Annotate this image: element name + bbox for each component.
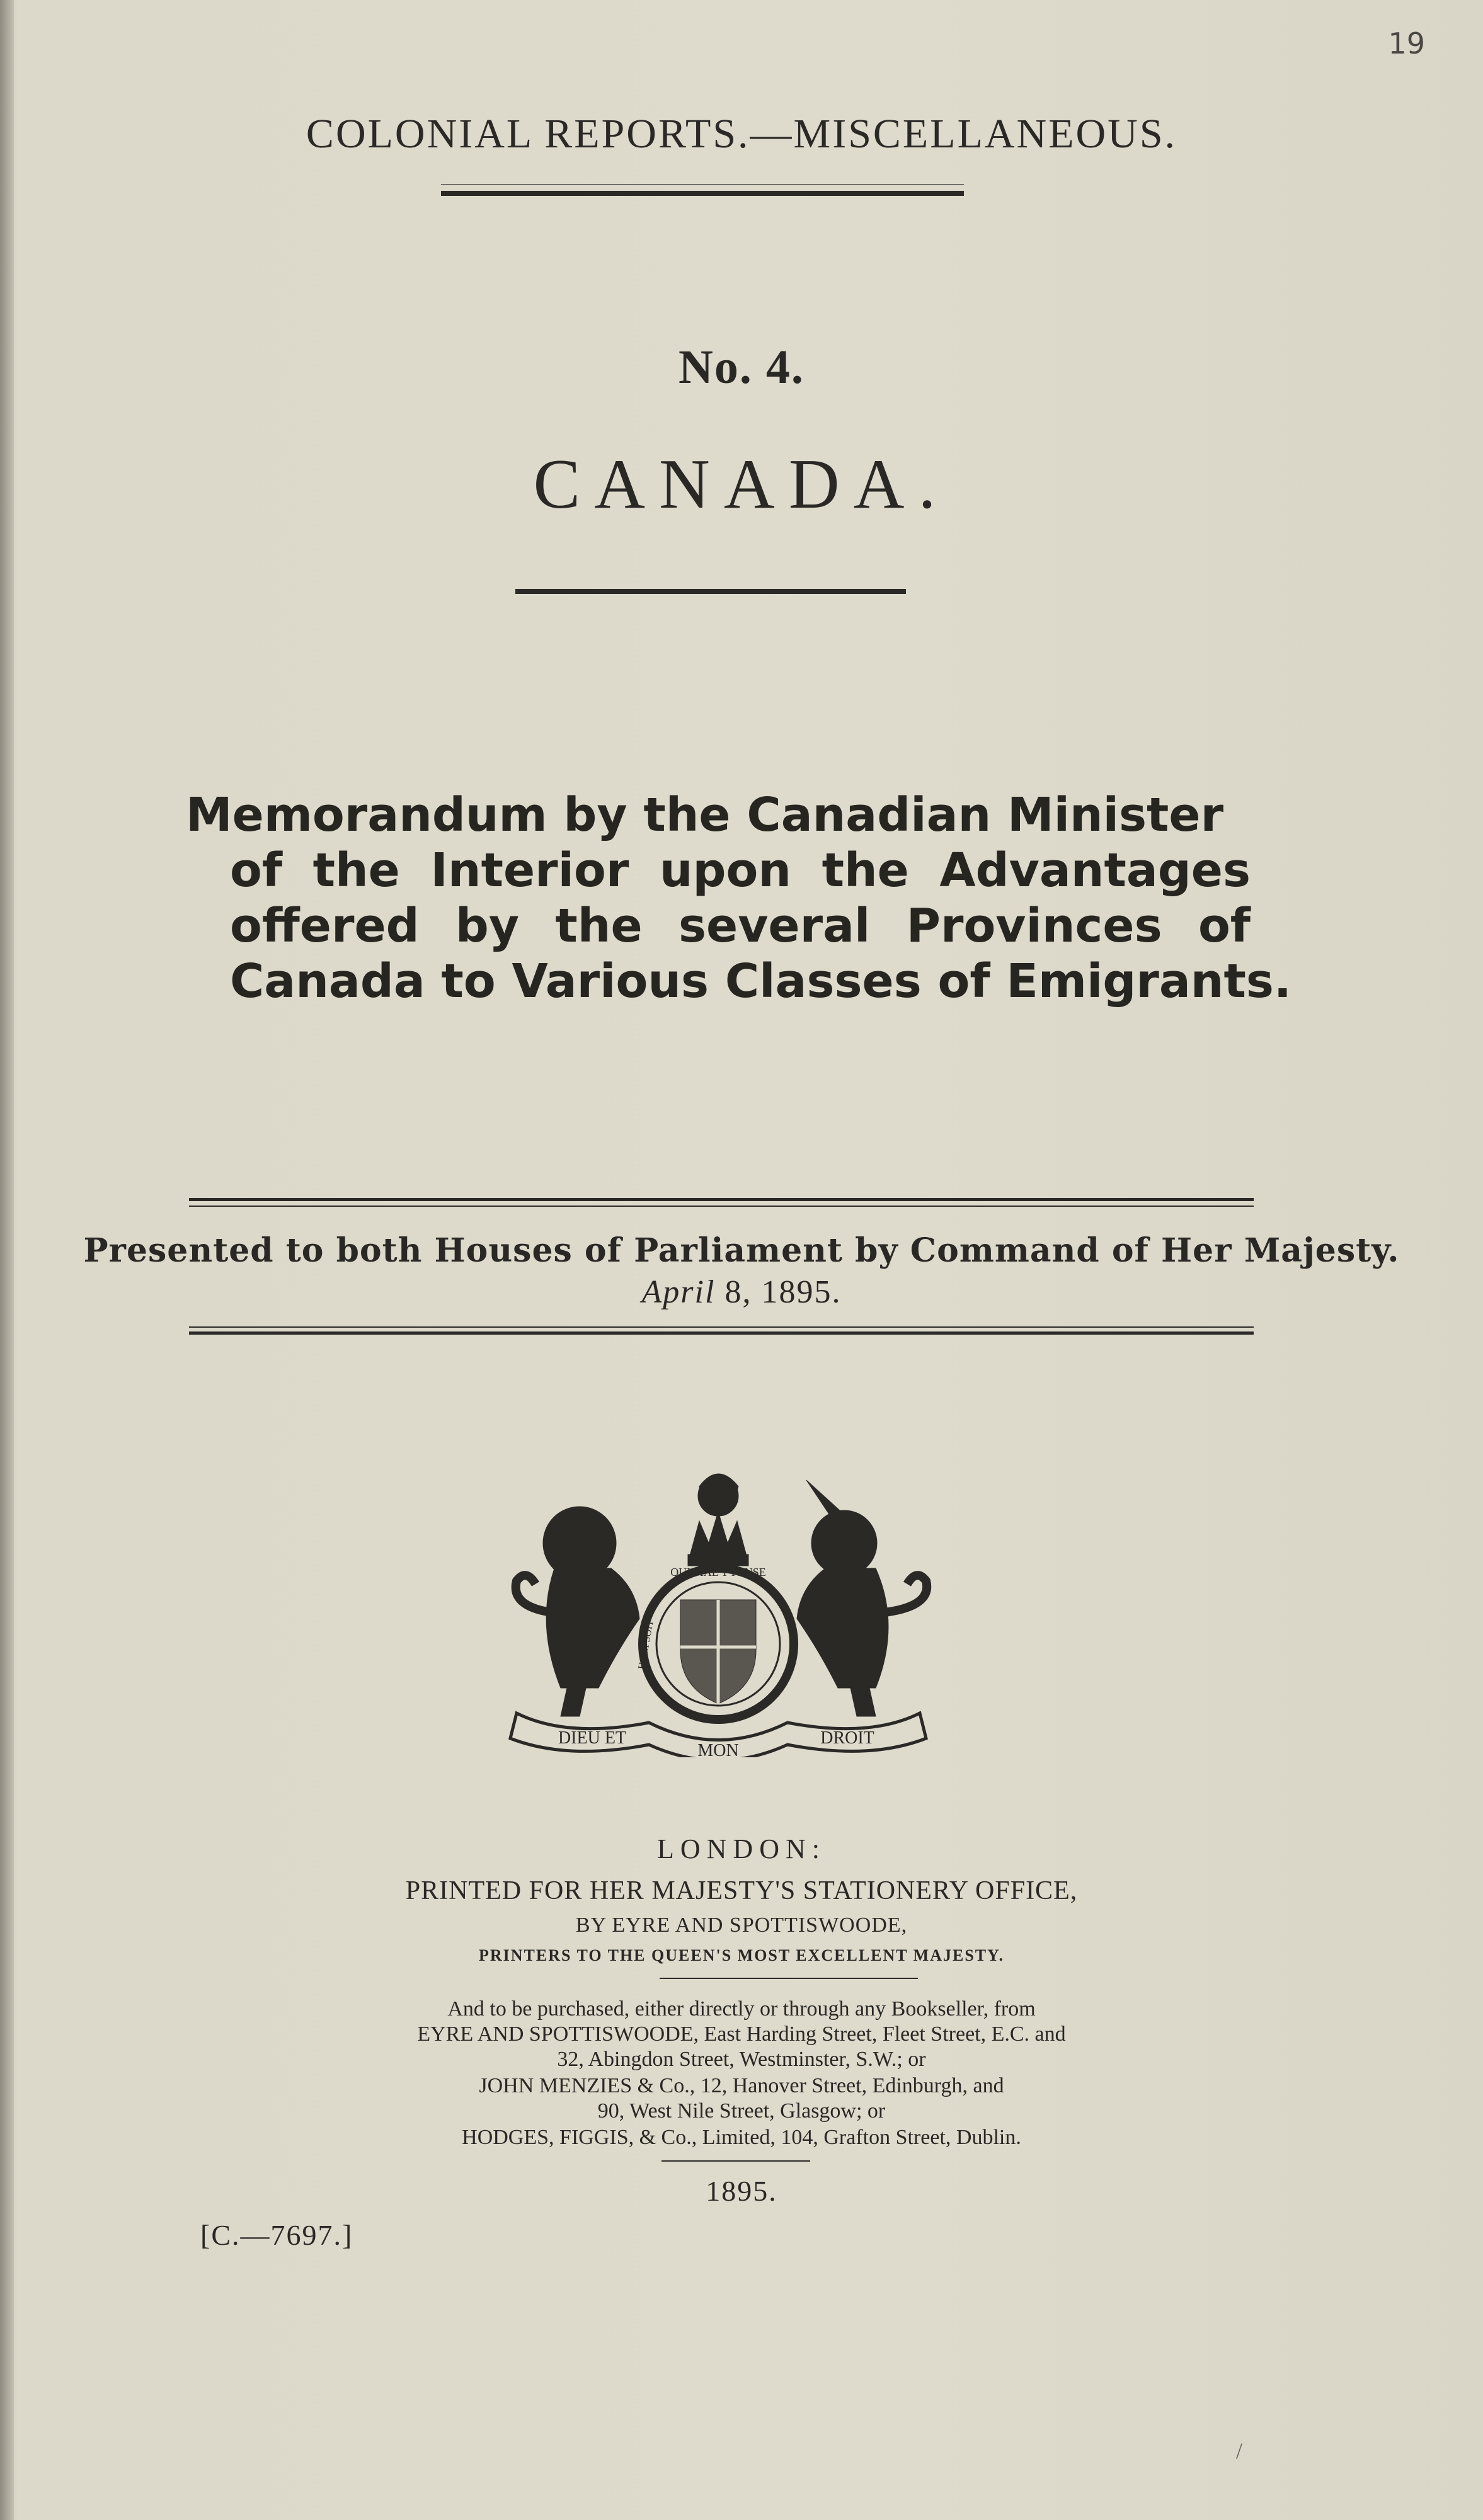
crest-unicorn-leg <box>850 1688 876 1716</box>
purchase-line-5: 90, West Nile Street, Glasgow; or <box>597 2099 886 2123</box>
crest-motto-right: DROIT <box>820 1728 874 1748</box>
crest-crown <box>690 1512 747 1556</box>
crest-motto-mid: MON <box>697 1741 739 1757</box>
presented-rule-bottom-thick <box>189 1331 1254 1335</box>
country-rule <box>515 589 906 594</box>
stray-pencil-mark: / <box>1236 2438 1243 2463</box>
series-title: COLONIAL REPORTS.—MISCELLANEOUS. <box>306 111 1177 157</box>
presented-line: Presented to both Houses of Parliament by Command of Her Majesty. <box>83 1231 1400 1270</box>
purchase-line-3: 32, Abingdon Street, Westminster, S.W.; or <box>557 2048 926 2071</box>
imprint-printers-title: PRINTERS TO THE QUEEN'S MOST EXCELLENT MAJESTY. <box>478 1946 1005 1964</box>
memorandum-line-1: Memorandum by the Canadian Minister <box>186 788 1224 842</box>
purchase-line-2: EYRE AND SPOTTISWOODE, East Harding Street, Fleet Street, E.C. and <box>417 2022 1066 2046</box>
purchase-line-4: JOHN MENZIES & Co., 12, Hanover Street, Edinburgh, and <box>479 2074 1004 2097</box>
presentation-month: April <box>641 1274 716 1310</box>
crest-lion-tail <box>516 1575 551 1612</box>
crest-lion-leg <box>561 1688 586 1716</box>
crest-garter-top: QUI MAL Y PENSE <box>670 1566 766 1578</box>
memorandum-line-2: of the Interior upon the Advantages <box>230 843 1251 898</box>
imprint-city: LONDON: <box>657 1833 826 1864</box>
series-title-rule <box>441 191 964 196</box>
crest-lion-body <box>546 1568 639 1688</box>
imprint-printed-for: PRINTED FOR HER MAJESTY'S STATIONERY OFFICE, <box>405 1876 1078 1905</box>
year-rule <box>661 2160 810 2162</box>
presented-rule-top-thick <box>189 1198 1254 1201</box>
series-title-rule-thin <box>441 184 964 185</box>
purchase-line-6: HODGES, FIGGIS, & Co., Limited, 104, Grafton Street, Dublin. <box>462 2126 1021 2149</box>
page-number: 19 <box>1388 26 1425 60</box>
imprint-year: 1895. <box>706 2175 777 2207</box>
crest-unicorn-body <box>797 1568 888 1688</box>
crest-motto-left: DIEU ET <box>558 1728 627 1748</box>
presentation-date <box>0 1274 1483 1311</box>
presented-rule-bottom-thin <box>189 1326 1254 1328</box>
memorandum-line-4: Canada to Various Classes of Emigrants. <box>230 954 1291 1008</box>
crest-unicorn-tail <box>885 1575 927 1612</box>
royal-coat-of-arms-icon <box>491 1461 945 1757</box>
crest-garter-left: HONI SOIT <box>636 1619 656 1670</box>
presentation-day-year: 8, 1895. <box>715 1274 842 1310</box>
crest-unicorn-horn <box>806 1480 841 1518</box>
memorandum-title <box>186 787 1291 1009</box>
presented-rule-top-thin <box>189 1206 1254 1207</box>
command-paper-number: [C.—7697.] <box>200 2219 353 2251</box>
report-number: No. 4. <box>679 341 804 394</box>
imprint-printer: BY EYRE AND SPOTTISWOODE, <box>575 1913 908 1937</box>
memorandum-line-3: offered by the several Provinces of <box>230 899 1251 953</box>
country-title: CANADA. <box>533 445 950 523</box>
crest-unicorn-head <box>811 1510 877 1576</box>
purchase-line-1: And to be purchased, either directly or through any Bookseller, from <box>447 1997 1036 2021</box>
imprint-rule <box>660 1978 918 1979</box>
